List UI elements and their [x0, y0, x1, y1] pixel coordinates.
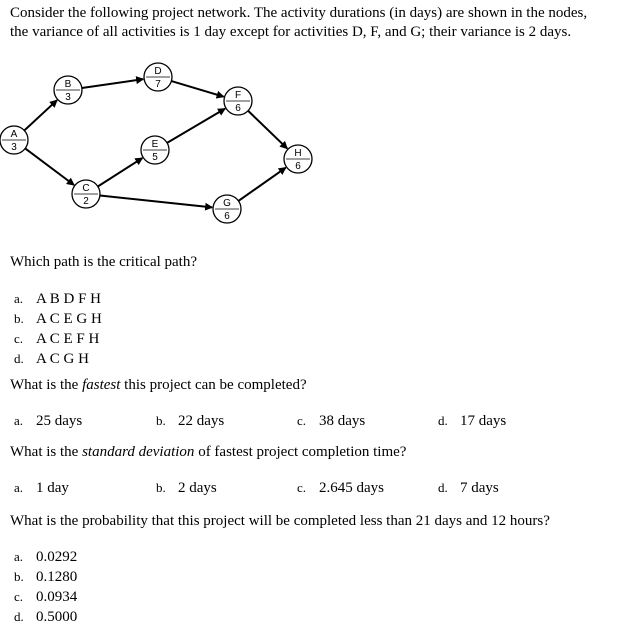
intro-line-2: the variance of all activities is 1 day except for activities D, F, and G; their variance is 2 days. — [10, 23, 572, 40]
option-text: 1 day — [36, 480, 69, 496]
q4-option-b[interactable] — [14, 567, 77, 587]
option-label: b. — [156, 413, 166, 428]
option-label: a. — [14, 549, 24, 564]
option-text: 2 days — [178, 480, 217, 496]
option-label: a. — [14, 413, 24, 428]
q2-option-c[interactable] — [297, 413, 365, 430]
edge-B-D — [82, 79, 143, 88]
option-text: A B D F H — [36, 291, 102, 307]
q2-option-d[interactable] — [438, 413, 506, 430]
q3-option-b[interactable] — [156, 480, 217, 497]
edge-D-F — [171, 81, 223, 97]
node-letter: E — [151, 139, 159, 150]
edge-C-E — [98, 158, 143, 186]
q1-option-b[interactable] — [14, 309, 102, 329]
node-C — [72, 180, 100, 208]
option-text: 17 days — [460, 413, 507, 429]
option-label: c. — [14, 589, 24, 604]
question-1-text: Which path is the critical path? — [10, 254, 198, 270]
option-label: a. — [14, 480, 24, 495]
q2-emphasis: fastest — [82, 377, 121, 393]
node-duration: 3 — [11, 142, 17, 153]
option-text: 0.0292 — [36, 549, 78, 565]
node-letter: F — [234, 90, 242, 101]
q3-emphasis: standard deviation — [82, 444, 195, 460]
q2-pre: What is the — [10, 377, 83, 393]
option-label: b. — [14, 311, 24, 326]
question-2-text — [10, 376, 307, 394]
option-text: 0.0934 — [36, 589, 78, 605]
q1-option-a[interactable] — [14, 289, 102, 309]
node-G — [213, 195, 241, 223]
node-duration: 6 — [295, 161, 301, 172]
option-text: 0.1280 — [36, 569, 78, 585]
node-letter: B — [64, 79, 72, 90]
question-2-options — [14, 413, 614, 432]
edge-E-F — [167, 109, 225, 143]
intro-paragraph — [10, 4, 622, 41]
option-text: 7 days — [460, 480, 499, 496]
node-D — [144, 63, 172, 91]
node-letter: H — [294, 148, 302, 159]
option-label: d. — [438, 480, 448, 495]
edge-A-B — [24, 100, 57, 130]
option-label: d. — [14, 609, 24, 624]
question-4-options — [14, 547, 77, 627]
option-text: A C G H — [36, 351, 89, 367]
q3-option-a[interactable] — [14, 480, 69, 497]
option-text: 25 days — [36, 413, 83, 429]
q4-option-d[interactable] — [14, 607, 77, 627]
option-label: a. — [14, 291, 24, 306]
node-A — [0, 126, 28, 154]
node-letter: D — [154, 66, 162, 77]
option-text: 0.5000 — [36, 609, 78, 625]
q2-post: this project can be completed? — [120, 377, 307, 393]
q4-option-a[interactable] — [14, 547, 77, 567]
q3-post: of fastest project completion time? — [194, 444, 407, 460]
edge-G-H — [238, 168, 285, 201]
question-1-options — [14, 289, 102, 369]
option-label: d. — [14, 351, 24, 366]
project-network-diagram — [0, 60, 340, 230]
option-label: c. — [14, 331, 24, 346]
node-F — [224, 87, 252, 115]
option-label: c. — [297, 480, 307, 495]
option-text: A C E F H — [36, 331, 100, 347]
question-4-text: What is the probability that this project will be completed less than 21 days and 12 hours? — [10, 513, 550, 529]
q1-option-c[interactable] — [14, 329, 102, 349]
q2-option-b[interactable] — [156, 413, 224, 430]
q3-option-d[interactable] — [438, 480, 499, 497]
question-3-options — [14, 480, 614, 499]
option-text: 22 days — [178, 413, 225, 429]
q3-option-c[interactable] — [297, 480, 384, 497]
edge-A-C — [25, 148, 74, 185]
question-3-text — [10, 443, 406, 461]
node-duration: 2 — [83, 196, 89, 207]
node-duration: 6 — [235, 103, 241, 114]
option-text: A C E G H — [36, 311, 102, 327]
node-B — [54, 76, 82, 104]
option-label: b. — [14, 569, 24, 584]
option-text: 38 days — [319, 413, 366, 429]
node-letter: C — [82, 183, 90, 194]
node-duration: 6 — [224, 211, 230, 222]
q2-option-a[interactable] — [14, 413, 82, 430]
node-letter: A — [10, 129, 18, 140]
edge-C-G — [100, 195, 212, 207]
node-duration: 7 — [155, 79, 161, 90]
node-duration: 5 — [152, 152, 158, 163]
node-H — [284, 145, 312, 173]
q3-pre: What is the — [10, 444, 83, 460]
option-label: c. — [297, 413, 307, 428]
q1-option-d[interactable] — [14, 349, 102, 369]
intro-line-1: Consider the following project network. The activity durations (in days) are shown in the nodes, — [10, 5, 588, 21]
option-label: d. — [438, 413, 448, 428]
option-text: 2.645 days — [319, 480, 384, 496]
edge-F-H — [248, 111, 287, 149]
node-duration: 3 — [65, 92, 71, 103]
q4-option-c[interactable] — [14, 587, 77, 607]
node-E — [141, 136, 169, 164]
node-letter: G — [223, 198, 231, 209]
option-label: b. — [156, 480, 166, 495]
